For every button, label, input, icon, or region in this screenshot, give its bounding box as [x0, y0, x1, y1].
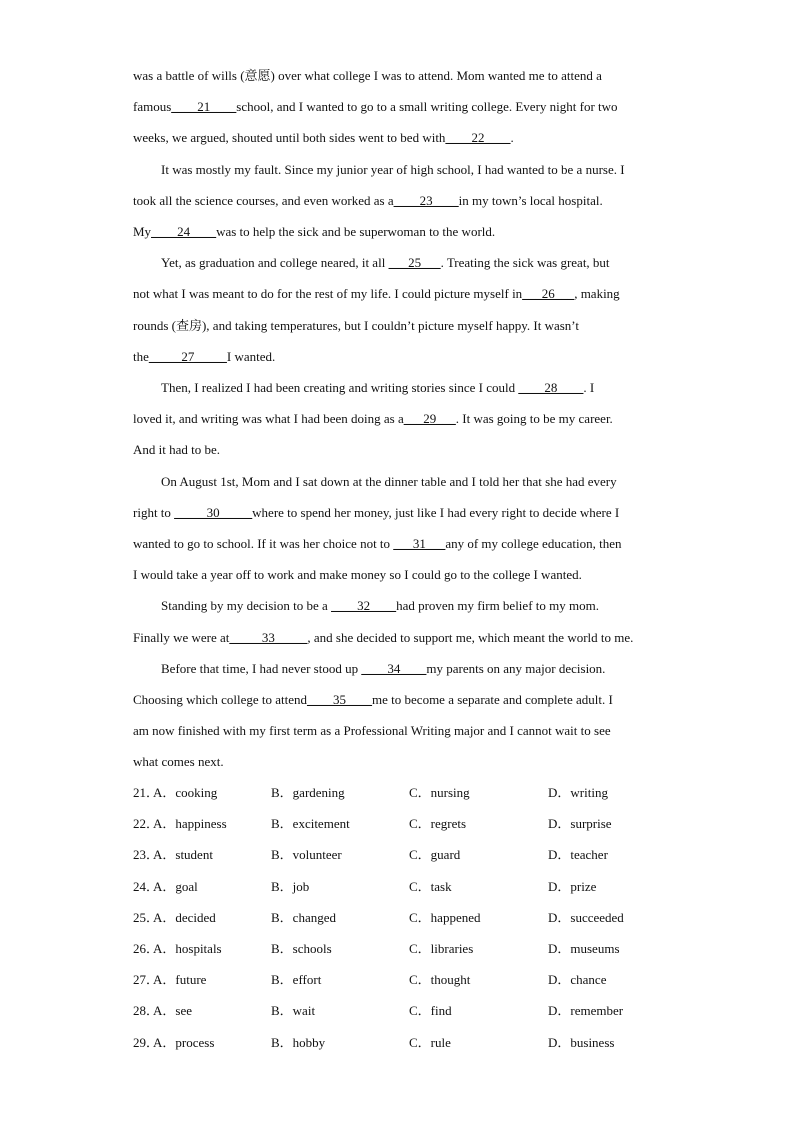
passage-text: what comes next. [133, 754, 224, 770]
passage-text: Choosing which college to attend [133, 692, 308, 707]
question-number: 25． [133, 909, 160, 925]
answer-blank: _____27_____ [148, 348, 227, 364]
answer-blank: _____33_____ [229, 629, 308, 645]
question-row [133, 939, 673, 959]
passage-text: had proven my firm belief to my mom. [396, 598, 599, 614]
passage-text: On August 1st, Mom and I sat down at the dinner table and I told her that she had every [161, 473, 617, 489]
option-c[interactable]: C．regrets [409, 816, 467, 832]
option-a[interactable]: A．goal [153, 878, 198, 894]
passage-text: where to spend her money, just like I had every right to decide where I [252, 504, 620, 520]
answer-blank: ___26___ [522, 286, 575, 302]
passage-line [161, 472, 617, 492]
option-d[interactable]: D．business [548, 1034, 615, 1050]
passage-text: Before that time, I had never stood up [161, 660, 362, 676]
passage-text: me to become a separate and complete adult. I [372, 692, 613, 707]
passage-text: Finally we were at [133, 629, 230, 645]
passage-line [133, 284, 620, 304]
passage-line [133, 721, 611, 741]
question-number: 21． [133, 785, 160, 800]
question-number: 29． [133, 1034, 160, 1050]
passage-line [133, 503, 619, 523]
passage-line [133, 66, 602, 86]
option-a[interactable]: A．decided [153, 909, 216, 925]
passage-text: weeks, we argued, shouted until both sides went to bed with [133, 130, 446, 146]
passage-text: Yet, as graduation and college neared, it all [161, 255, 389, 271]
option-c[interactable]: C．task [409, 878, 452, 894]
option-d[interactable]: D．writing [548, 785, 608, 800]
answer-blank: ____28____ [518, 380, 584, 395]
answer-blank: ____21____ [171, 99, 237, 115]
passage-line [133, 440, 220, 460]
passage-line [161, 378, 594, 398]
option-a[interactable]: A．student [153, 847, 213, 863]
passage-text: rounds (查房), and taking temperatures, but I couldn’t picture myself happy. It wasn’t [133, 317, 579, 333]
option-d[interactable]: D．prize [548, 878, 597, 894]
option-b[interactable]: B．schools [271, 941, 332, 956]
passage-text: am now finished with my first term as a Professional Writing major and I cannot wait to see [133, 723, 611, 739]
question-row [133, 1001, 673, 1021]
passage-text: I would take a year off to work and make money so I could go to the college I wanted. [133, 567, 582, 583]
option-a[interactable]: A．process [153, 1034, 215, 1050]
passage-line [133, 752, 224, 772]
passage-line [133, 690, 613, 710]
option-d[interactable]: D．remember [548, 1003, 624, 1019]
question-row [133, 814, 673, 834]
question-row [133, 908, 673, 928]
passage-text: , making [574, 286, 620, 302]
passage-text: took all the science courses, and even worked as a [133, 192, 394, 208]
passage-text: not what I was meant to do for the rest of my life. I could picture myself in [133, 286, 523, 302]
question-row [133, 970, 673, 990]
passage-line [133, 222, 495, 242]
question-number: 22． [133, 816, 160, 832]
passage-text: right to [133, 504, 175, 520]
option-a[interactable]: A．happiness [153, 816, 227, 832]
option-a[interactable]: A．see [153, 1003, 192, 1019]
answer-blank: _____30_____ [174, 504, 253, 520]
passage-line [133, 316, 579, 336]
passage-text: any of my college education, then [445, 536, 622, 551]
option-d[interactable]: D．surprise [548, 816, 612, 832]
passage-text: was to help the sick and be superwoman to the world. [216, 224, 496, 239]
passage-text: My [133, 224, 152, 239]
answer-blank: ____32____ [331, 598, 397, 614]
option-c[interactable]: C．nursing [409, 785, 470, 800]
option-c[interactable]: C．libraries [409, 941, 474, 956]
passage-line [133, 191, 603, 211]
passage-text: It was mostly my fault. Since my junior year of high school, I had wanted to be a nurse. I [161, 161, 625, 177]
question-row [133, 1033, 673, 1053]
question-number: 23． [133, 847, 160, 863]
passage-text: was a battle of wills (意愿) over what college I was to attend. Mom wanted me to attend a [133, 68, 602, 83]
answer-blank: ____23____ [393, 192, 459, 208]
option-a[interactable]: A．hospitals [153, 941, 222, 956]
option-b[interactable]: B．hobby [271, 1034, 326, 1050]
passage-line [133, 534, 621, 554]
option-b[interactable]: B．job [271, 878, 310, 894]
question-number: 28． [133, 1003, 160, 1019]
answer-blank: ____22____ [445, 130, 511, 146]
question-row [133, 877, 673, 897]
option-b[interactable]: B．volunteer [271, 847, 342, 863]
passage-text: , and she decided to support me, which meant the world to me. [307, 629, 634, 645]
option-d[interactable]: D．museums [548, 941, 620, 956]
option-c[interactable]: C．happened [409, 909, 481, 925]
passage-text: loved it, and writing was what I had been doing as a [133, 411, 404, 427]
question-number: 26． [133, 941, 160, 956]
passage-line [133, 565, 582, 585]
question-number: 24． [133, 878, 160, 894]
passage-text: And it had to be. [133, 442, 221, 458]
passage-line [133, 97, 618, 117]
passage-text: famous [133, 99, 172, 115]
passage-line [133, 409, 613, 429]
passage-text: school, and I wanted to go to a small writing college. Every night for two [236, 99, 618, 115]
option-d[interactable]: D．chance [548, 972, 607, 988]
question-number: 27． [133, 972, 160, 988]
question-row [133, 845, 673, 865]
option-a[interactable]: A．cooking [153, 785, 218, 800]
option-b[interactable]: B．changed [271, 909, 336, 925]
option-b[interactable]: B．gardening [271, 785, 345, 800]
passage-text: . Treating the sick was great, but [440, 255, 610, 271]
passage-line [133, 347, 275, 367]
passage-text: wanted to go to school. If it was her choice not to [133, 536, 394, 551]
passage-text: I wanted. [226, 348, 276, 364]
option-b[interactable]: B．wait [271, 1003, 316, 1019]
passage-text: Then, I realized I had been creating and writing stories since I could [161, 380, 519, 395]
passage-text: the [133, 348, 149, 364]
option-d[interactable]: D．succeeded [548, 909, 624, 925]
option-c[interactable]: C．rule [409, 1034, 451, 1050]
question-row [133, 783, 673, 803]
passage-line [161, 160, 625, 180]
passage-text: . It was going to be my career. [455, 411, 613, 427]
passage-text: my parents on any major decision. [426, 660, 606, 676]
passage-line [161, 253, 610, 273]
passage-text: in my town’s local hospital. [458, 192, 603, 208]
option-c[interactable]: C．guard [409, 847, 461, 863]
option-b[interactable]: B．effort [271, 972, 322, 988]
option-a[interactable]: A．future [153, 972, 207, 988]
option-c[interactable]: C．thought [409, 972, 471, 988]
option-b[interactable]: B．excitement [271, 816, 350, 832]
passage-text: . I [583, 380, 595, 395]
answer-blank: ____34____ [361, 660, 427, 676]
option-c[interactable]: C．find [409, 1003, 452, 1019]
passage-text: Standing by my decision to be a [161, 598, 332, 614]
answer-blank: ___25___ [388, 255, 441, 271]
passage-line [133, 128, 514, 148]
passage-line [133, 628, 633, 648]
option-d[interactable]: D．teacher [548, 847, 608, 863]
answer-blank: ___31___ [393, 536, 446, 551]
answer-blank: ____35____ [307, 692, 373, 707]
passage-text: . [510, 130, 514, 146]
answer-blank: ___29___ [403, 411, 456, 427]
passage-line [161, 659, 605, 679]
passage-line [161, 596, 599, 616]
answer-blank: ____24____ [151, 224, 217, 239]
